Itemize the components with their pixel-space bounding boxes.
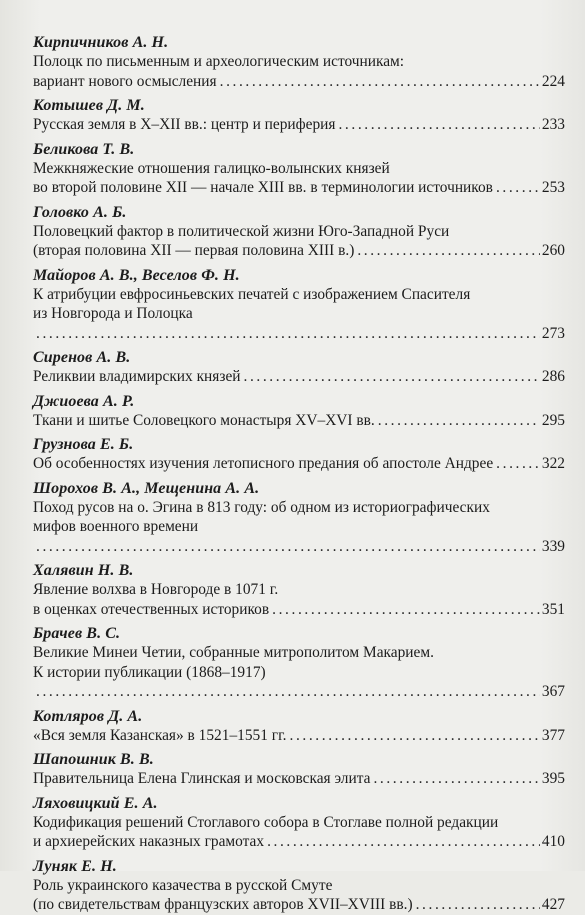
entry-author: Джиоева А. Р.: [33, 392, 135, 410]
dot-leader: [267, 832, 540, 852]
entry-author: Беликова Т. В.: [33, 140, 135, 158]
entry-title-line: мифов военного времени: [33, 518, 199, 535]
page-number: 351: [541, 600, 565, 618]
entry-title-text: Русская земля в X–XII вв.: центр и периферия: [33, 116, 336, 133]
entry-title-text: «Вся земля Казанская» в 1521–1551 гг.: [33, 726, 287, 744]
entry-title-line: Роль украинского казачества в русской Смуте: [33, 876, 333, 894]
entry-title-text: Правительница Елена Глинская и московская элита: [33, 770, 371, 787]
toc-entry: [33, 141, 565, 198]
entry-title-line: из Новгорода и Полоцка: [33, 305, 193, 322]
entry-title-last-line: [33, 115, 565, 135]
dot-leader: [338, 115, 539, 135]
entry-title-text: в оценках отечественных историков: [33, 600, 270, 618]
entry-title-last-line: [33, 726, 565, 746]
page-number: 253: [541, 179, 565, 196]
page-number: 260: [541, 242, 565, 259]
dot-leader: [357, 241, 540, 261]
entry-title-last-line: [33, 72, 565, 92]
entry-title-last-line: [33, 367, 565, 387]
dot-leader: [36, 537, 540, 557]
page-number: 322: [541, 455, 565, 472]
entry-title-text: во второй половине XII — начале XIII вв. в терминологии источников: [33, 179, 493, 196]
dot-leader: [378, 411, 540, 431]
entry-author: Котляров Д. А.: [33, 707, 143, 725]
page-number: 273: [541, 324, 565, 342]
entry-title-last-line: [33, 241, 565, 261]
entry-title-last-line: [33, 600, 565, 620]
entry-author: Луняк Е. Н.: [33, 857, 117, 875]
toc-entry: [33, 751, 565, 789]
page-number: 224: [541, 72, 565, 90]
dot-leader: [272, 600, 540, 620]
entry-title-line: К истории публикации (1868–1917): [33, 663, 266, 681]
entry-title-text: и архиерейских наказных грамотах: [33, 833, 265, 850]
entry-author: Брачев В. С.: [33, 625, 121, 642]
entry-title-last-line: [33, 895, 565, 915]
entry-author: Майоров А. В., Веселов Ф. Н.: [33, 266, 240, 284]
dot-leader: [290, 726, 540, 746]
entry-title-last-line: [33, 537, 565, 557]
dot-leader: [496, 454, 540, 474]
entry-title-text: Об особенностях изучения летописного предания об апостоле Андрее: [33, 455, 494, 472]
entry-title-last-line: [33, 324, 565, 344]
toc-entry: [33, 708, 565, 746]
entry-title-text: (по свидетельствам французских авторов XVII–XVIII вв.): [33, 896, 413, 913]
table-of-contents: [33, 34, 565, 915]
entry-title-last-line: [33, 454, 565, 474]
entry-title-last-line: [33, 178, 565, 198]
dot-leader: [416, 895, 540, 915]
entry-title-text: Реликвии владимирских князей: [33, 368, 241, 385]
entry-title-last-line: [33, 832, 565, 852]
dot-leader: [36, 324, 540, 344]
entry-title-line: Великие Минеи Четии, собранные митрополитом Макарием.: [33, 644, 434, 661]
toc-entry: [33, 562, 565, 619]
page-number: 395: [541, 770, 565, 787]
page-number: 233: [541, 116, 565, 133]
entry-author: Головко А. Б.: [33, 203, 127, 221]
dot-leader: [244, 367, 540, 387]
toc-entry: [33, 349, 565, 387]
toc-entry: [33, 97, 565, 135]
entry-title-text: вариант нового осмысления: [33, 72, 217, 90]
page-number: 427: [541, 896, 565, 913]
entry-title-text: Ткани и шитье Соловецкого монастыря XV–XVI вв.: [33, 411, 375, 429]
toc-entry: [33, 625, 565, 702]
page-number: 410: [541, 833, 565, 850]
entry-author: Котышев Д. М.: [33, 97, 145, 114]
entry-title-line: К атрибуции евфросиньевских печатей с изображением Спасителя: [33, 285, 471, 303]
page-number: 286: [541, 368, 565, 385]
dot-leader: [36, 682, 540, 702]
entry-title-line: Полоцк по письменным и археологическим источникам:: [33, 53, 405, 70]
entry-author: Шапошник В. В.: [33, 751, 154, 768]
entry-title-line: Половецкий фактор в политической жизни Юго-Западной Руси: [33, 222, 450, 240]
entry-title-line: Поход русов на о. Эгина в 813 году: об одном из историографических: [33, 498, 490, 516]
toc-entry: [33, 393, 565, 431]
dot-leader: [496, 178, 540, 198]
toc-entry: [33, 436, 565, 474]
toc-entry: [33, 34, 565, 91]
entry-author: Грузнова Е. Б.: [33, 436, 134, 453]
page-number: 339: [541, 537, 565, 555]
entry-author: Халявин Н. В.: [33, 562, 134, 579]
toc-entry: [33, 267, 565, 344]
entry-author: Кирпичников А. Н.: [33, 34, 169, 51]
dot-leader: [373, 769, 539, 789]
page-number: 295: [541, 411, 565, 429]
toc-entry: [33, 204, 565, 261]
entry-title-last-line: [33, 411, 565, 431]
entry-title-line: Кодификация решений Стоглавого собора в Стоглаве полной редакции: [33, 813, 499, 831]
toc-entry: [33, 795, 565, 852]
dot-leader: [220, 72, 540, 92]
entry-author: Шорохов В. А., Мещенина А. А.: [33, 479, 260, 497]
entry-title-line: Межкняжеские отношения галицко-волынских князей: [33, 159, 390, 177]
entry-title-line: Явление волхва в Новгороде в 1071 г.: [33, 581, 279, 598]
entry-author: Ляховицкий Е. А.: [33, 794, 158, 812]
page-number: 367: [541, 683, 565, 700]
page-number: 377: [541, 726, 565, 744]
entry-title-last-line: [33, 682, 565, 702]
entry-title-last-line: [33, 769, 565, 789]
toc-entry: [33, 480, 565, 557]
entry-title-text: (вторая половина XII — первая половина XIII в.): [33, 242, 355, 259]
toc-entry: [33, 858, 565, 915]
entry-author: Сиренов А. В.: [33, 349, 131, 366]
